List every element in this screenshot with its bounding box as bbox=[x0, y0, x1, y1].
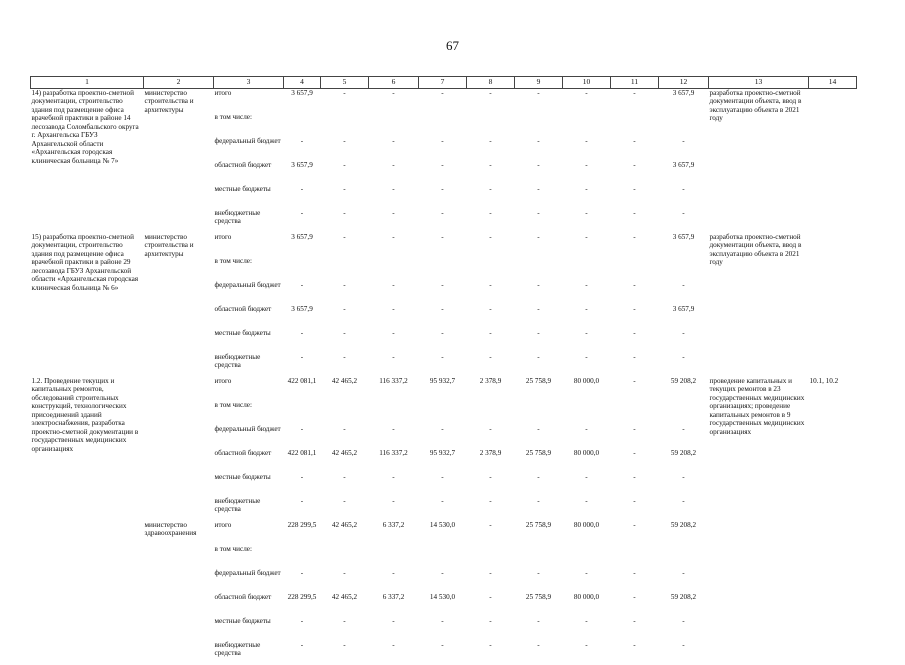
funding-source: внебюджетные средства bbox=[214, 353, 284, 377]
amount-cell bbox=[659, 401, 709, 425]
amount-cell: - bbox=[284, 185, 321, 209]
amount-cell: 6 337,2 bbox=[369, 521, 419, 545]
expected-result bbox=[709, 521, 809, 665]
amount-cell: - bbox=[419, 305, 467, 329]
amount-cell: 3 657,9 bbox=[284, 161, 321, 185]
amount-cell: - bbox=[611, 281, 659, 305]
amount-cell bbox=[563, 257, 611, 281]
amount-cell: 3 657,9 bbox=[659, 233, 709, 257]
amount-cell: - bbox=[284, 473, 321, 497]
amount-cell: - bbox=[321, 641, 369, 665]
amount-cell: - bbox=[515, 617, 563, 641]
funding-source: федеральный бюджет bbox=[214, 137, 284, 161]
amount-cell: - bbox=[611, 617, 659, 641]
column-number: 3 bbox=[214, 77, 284, 89]
amount-cell: - bbox=[611, 449, 659, 473]
amount-cell: - bbox=[321, 473, 369, 497]
budget-row bbox=[31, 89, 857, 114]
expected-result: разработка проектно-сметной документации объекта, ввод в эксплуатацию объекта в 2021 году bbox=[709, 233, 809, 377]
amount-cell: 228 299,5 bbox=[284, 593, 321, 617]
amount-cell: - bbox=[369, 185, 419, 209]
amount-cell: - bbox=[563, 233, 611, 257]
amount-cell: 80 000,0 bbox=[563, 521, 611, 545]
amount-cell: - bbox=[321, 137, 369, 161]
funding-source: местные бюджеты bbox=[214, 329, 284, 353]
amount-cell: - bbox=[659, 353, 709, 377]
amount-cell: - bbox=[321, 281, 369, 305]
amount-cell: - bbox=[467, 185, 515, 209]
executor-name: министерство строительства и архитектуры bbox=[144, 89, 214, 234]
amount-cell: 42 465,2 bbox=[321, 449, 369, 473]
amount-cell: - bbox=[419, 209, 467, 233]
amount-cell bbox=[321, 113, 369, 137]
amount-cell: - bbox=[563, 425, 611, 449]
amount-cell: - bbox=[563, 641, 611, 665]
measure-name bbox=[31, 521, 144, 665]
amount-cell: - bbox=[467, 233, 515, 257]
amount-cell bbox=[611, 257, 659, 281]
amount-cell: - bbox=[321, 305, 369, 329]
table-body bbox=[31, 89, 857, 665]
amount-cell: 2 378,9 bbox=[467, 449, 515, 473]
amount-cell: - bbox=[321, 617, 369, 641]
amount-cell: - bbox=[369, 209, 419, 233]
amount-cell: - bbox=[369, 233, 419, 257]
amount-cell bbox=[284, 257, 321, 281]
executor-name bbox=[144, 377, 214, 521]
amount-cell: - bbox=[515, 209, 563, 233]
amount-cell: - bbox=[284, 281, 321, 305]
column-number: 6 bbox=[369, 77, 419, 89]
amount-cell: - bbox=[321, 425, 369, 449]
amount-cell: 59 208,2 bbox=[659, 377, 709, 401]
amount-cell: - bbox=[515, 473, 563, 497]
amount-cell bbox=[515, 401, 563, 425]
amount-cell: - bbox=[515, 497, 563, 521]
amount-cell: - bbox=[515, 353, 563, 377]
amount-cell: - bbox=[369, 497, 419, 521]
column-number: 11 bbox=[611, 77, 659, 89]
amount-cell: 25 758,9 bbox=[515, 593, 563, 617]
amount-cell: - bbox=[419, 329, 467, 353]
amount-cell bbox=[515, 545, 563, 569]
amount-cell: - bbox=[284, 569, 321, 593]
amount-cell: 80 000,0 bbox=[563, 449, 611, 473]
amount-cell: - bbox=[284, 209, 321, 233]
amount-cell: - bbox=[369, 305, 419, 329]
amount-cell: - bbox=[321, 89, 369, 114]
amount-cell: - bbox=[515, 329, 563, 353]
amount-cell bbox=[563, 401, 611, 425]
amount-cell: - bbox=[515, 641, 563, 665]
amount-cell: 422 081,1 bbox=[284, 377, 321, 401]
amount-cell: - bbox=[659, 617, 709, 641]
amount-cell: - bbox=[611, 305, 659, 329]
column-number: 2 bbox=[144, 77, 214, 89]
amount-cell: - bbox=[467, 497, 515, 521]
amount-cell bbox=[419, 401, 467, 425]
amount-cell bbox=[284, 401, 321, 425]
funding-source: в том числе: bbox=[214, 257, 284, 281]
funding-source: местные бюджеты bbox=[214, 185, 284, 209]
amount-cell bbox=[369, 257, 419, 281]
amount-cell: - bbox=[563, 161, 611, 185]
amount-cell bbox=[563, 113, 611, 137]
amount-cell: 25 758,9 bbox=[515, 449, 563, 473]
amount-cell: - bbox=[563, 185, 611, 209]
column-number: 4 bbox=[284, 77, 321, 89]
amount-cell bbox=[419, 257, 467, 281]
amount-cell: - bbox=[321, 497, 369, 521]
amount-cell: - bbox=[563, 497, 611, 521]
amount-cell: - bbox=[467, 425, 515, 449]
amount-cell: 228 299,5 bbox=[284, 521, 321, 545]
amount-cell bbox=[467, 545, 515, 569]
funding-source: федеральный бюджет bbox=[214, 569, 284, 593]
column-number-row bbox=[31, 77, 857, 89]
amount-cell: - bbox=[467, 281, 515, 305]
amount-cell: - bbox=[467, 641, 515, 665]
amount-cell: - bbox=[515, 233, 563, 257]
amount-cell: - bbox=[467, 329, 515, 353]
amount-cell bbox=[321, 257, 369, 281]
amount-cell: 6 337,2 bbox=[369, 593, 419, 617]
funding-source: итого bbox=[214, 377, 284, 401]
amount-cell: - bbox=[419, 425, 467, 449]
amount-cell bbox=[611, 401, 659, 425]
amount-cell: - bbox=[659, 281, 709, 305]
amount-cell: - bbox=[515, 425, 563, 449]
expected-result: разработка проектно-сметной документации объекта, ввод в эксплуатацию объекта в 2021 году bbox=[709, 89, 809, 234]
amount-cell: - bbox=[659, 185, 709, 209]
amount-cell: 42 465,2 bbox=[321, 377, 369, 401]
funding-source: областной бюджет bbox=[214, 161, 284, 185]
amount-cell: 422 081,1 bbox=[284, 449, 321, 473]
amount-cell: - bbox=[563, 137, 611, 161]
amount-cell: - bbox=[563, 353, 611, 377]
amount-cell bbox=[369, 113, 419, 137]
amount-cell: - bbox=[419, 473, 467, 497]
amount-cell: - bbox=[419, 233, 467, 257]
funding-source: областной бюджет bbox=[214, 305, 284, 329]
amount-cell: 2 378,9 bbox=[467, 377, 515, 401]
amount-cell: - bbox=[284, 137, 321, 161]
amount-cell: - bbox=[419, 161, 467, 185]
amount-cell: - bbox=[419, 617, 467, 641]
amount-cell: - bbox=[611, 209, 659, 233]
amount-cell bbox=[611, 545, 659, 569]
amount-cell: - bbox=[321, 161, 369, 185]
amount-cell: - bbox=[611, 593, 659, 617]
amount-cell: - bbox=[611, 641, 659, 665]
amount-cell: - bbox=[467, 521, 515, 545]
amount-cell: - bbox=[467, 617, 515, 641]
funding-source: внебюджетные средства bbox=[214, 497, 284, 521]
funding-source: в том числе: bbox=[214, 545, 284, 569]
amount-cell: - bbox=[659, 209, 709, 233]
amount-cell: - bbox=[611, 185, 659, 209]
amount-cell bbox=[467, 401, 515, 425]
funding-source: областной бюджет bbox=[214, 449, 284, 473]
executor-name: министерство строительства и архитектуры bbox=[144, 233, 214, 377]
amount-cell: - bbox=[659, 497, 709, 521]
amount-cell bbox=[369, 545, 419, 569]
budget-row bbox=[31, 521, 857, 545]
amount-cell: 59 208,2 bbox=[659, 593, 709, 617]
amount-cell: - bbox=[419, 569, 467, 593]
amount-cell: - bbox=[515, 185, 563, 209]
amount-cell: - bbox=[611, 137, 659, 161]
budget-row bbox=[31, 377, 857, 401]
amount-cell: - bbox=[369, 569, 419, 593]
amount-cell: - bbox=[467, 161, 515, 185]
amount-cell: - bbox=[611, 569, 659, 593]
amount-cell: - bbox=[369, 353, 419, 377]
amount-cell: - bbox=[467, 569, 515, 593]
amount-cell: - bbox=[369, 161, 419, 185]
amount-cell: - bbox=[369, 473, 419, 497]
funding-source: федеральный бюджет bbox=[214, 425, 284, 449]
measure-name: 15) разработка проектно-сметной документации, строительство здания под размещение офиса врачебной практики в районе 29 лесозавода ГБУЗ Архангельской области «Архангельская городская клиническая больница № 6» bbox=[31, 233, 144, 377]
amount-cell: - bbox=[369, 329, 419, 353]
amount-cell bbox=[284, 113, 321, 137]
amount-cell: 95 932,7 bbox=[419, 449, 467, 473]
amount-cell: - bbox=[563, 305, 611, 329]
amount-cell: - bbox=[419, 353, 467, 377]
amount-cell bbox=[369, 401, 419, 425]
amount-cell: - bbox=[419, 497, 467, 521]
amount-cell: - bbox=[284, 353, 321, 377]
amount-cell: - bbox=[369, 617, 419, 641]
amount-cell: - bbox=[659, 641, 709, 665]
funding-source: внебюджетные средства bbox=[214, 641, 284, 665]
amount-cell: - bbox=[611, 377, 659, 401]
amount-cell: - bbox=[611, 425, 659, 449]
amount-cell: - bbox=[515, 89, 563, 114]
indicator-code bbox=[809, 89, 857, 234]
amount-cell: 42 465,2 bbox=[321, 593, 369, 617]
amount-cell: - bbox=[515, 305, 563, 329]
amount-cell: - bbox=[659, 425, 709, 449]
amount-cell: - bbox=[321, 353, 369, 377]
amount-cell bbox=[419, 545, 467, 569]
measure-name: 14) разработка проектно-сметной документации, строительство здания под размещение офиса врачебной практики в районе 14 лесозавода Соломбальского округа г. Архангельска ГБУЗ Архангельской области «Архангельская городская клиническая больница № 7» bbox=[31, 89, 144, 234]
amount-cell: - bbox=[563, 617, 611, 641]
amount-cell: 80 000,0 bbox=[563, 593, 611, 617]
column-number: 5 bbox=[321, 77, 369, 89]
amount-cell: - bbox=[419, 185, 467, 209]
column-number: 1 bbox=[31, 77, 144, 89]
amount-cell: 25 758,9 bbox=[515, 377, 563, 401]
amount-cell bbox=[611, 113, 659, 137]
funding-source: итого bbox=[214, 233, 284, 257]
funding-source: федеральный бюджет bbox=[214, 281, 284, 305]
indicator-code bbox=[809, 521, 857, 665]
amount-cell bbox=[563, 545, 611, 569]
amount-cell: - bbox=[611, 497, 659, 521]
amount-cell: - bbox=[467, 89, 515, 114]
amount-cell: - bbox=[659, 473, 709, 497]
funding-source: местные бюджеты bbox=[214, 617, 284, 641]
amount-cell: 59 208,2 bbox=[659, 521, 709, 545]
amount-cell: - bbox=[284, 497, 321, 521]
amount-cell: - bbox=[515, 281, 563, 305]
amount-cell: 14 530,0 bbox=[419, 593, 467, 617]
amount-cell: - bbox=[284, 617, 321, 641]
amount-cell: - bbox=[321, 569, 369, 593]
column-number: 7 bbox=[419, 77, 467, 89]
amount-cell: - bbox=[284, 641, 321, 665]
amount-cell: 14 530,0 bbox=[419, 521, 467, 545]
amount-cell: 116 337,2 bbox=[369, 449, 419, 473]
program-table bbox=[30, 76, 857, 665]
amount-cell: - bbox=[369, 641, 419, 665]
column-number: 8 bbox=[467, 77, 515, 89]
amount-cell: - bbox=[611, 89, 659, 114]
amount-cell: - bbox=[369, 281, 419, 305]
column-number: 13 bbox=[709, 77, 809, 89]
amount-cell: - bbox=[563, 473, 611, 497]
amount-cell: - bbox=[659, 569, 709, 593]
amount-cell: 59 208,2 bbox=[659, 449, 709, 473]
amount-cell: - bbox=[369, 425, 419, 449]
column-number: 9 bbox=[515, 77, 563, 89]
amount-cell: - bbox=[467, 209, 515, 233]
funding-source: в том числе: bbox=[214, 113, 284, 137]
amount-cell: - bbox=[563, 281, 611, 305]
amount-cell bbox=[659, 545, 709, 569]
amount-cell: 3 657,9 bbox=[284, 89, 321, 114]
funding-source: в том числе: bbox=[214, 401, 284, 425]
amount-cell: - bbox=[467, 305, 515, 329]
column-number: 10 bbox=[563, 77, 611, 89]
amount-cell bbox=[659, 113, 709, 137]
funding-source: областной бюджет bbox=[214, 593, 284, 617]
amount-cell: 95 932,7 bbox=[419, 377, 467, 401]
amount-cell: - bbox=[563, 209, 611, 233]
amount-cell: - bbox=[321, 185, 369, 209]
amount-cell bbox=[659, 257, 709, 281]
amount-cell: 25 758,9 bbox=[515, 521, 563, 545]
amount-cell: 3 657,9 bbox=[659, 161, 709, 185]
amount-cell: - bbox=[284, 425, 321, 449]
funding-source: местные бюджеты bbox=[214, 473, 284, 497]
amount-cell: 42 465,2 bbox=[321, 521, 369, 545]
amount-cell bbox=[515, 113, 563, 137]
amount-cell bbox=[321, 545, 369, 569]
amount-cell: - bbox=[515, 137, 563, 161]
amount-cell bbox=[321, 401, 369, 425]
amount-cell: - bbox=[467, 593, 515, 617]
amount-cell bbox=[515, 257, 563, 281]
amount-cell: - bbox=[321, 233, 369, 257]
column-number: 14 bbox=[809, 77, 857, 89]
amount-cell bbox=[419, 113, 467, 137]
amount-cell: - bbox=[563, 89, 611, 114]
amount-cell: - bbox=[467, 137, 515, 161]
page-number: 67 bbox=[0, 38, 905, 54]
amount-cell: - bbox=[611, 233, 659, 257]
indicator-code bbox=[809, 233, 857, 377]
amount-cell: - bbox=[284, 329, 321, 353]
amount-cell: - bbox=[369, 89, 419, 114]
amount-cell: - bbox=[419, 281, 467, 305]
amount-cell: - bbox=[611, 353, 659, 377]
amount-cell: - bbox=[467, 353, 515, 377]
amount-cell: - bbox=[563, 569, 611, 593]
amount-cell: - bbox=[419, 641, 467, 665]
amount-cell: 3 657,9 bbox=[284, 305, 321, 329]
amount-cell: 116 337,2 bbox=[369, 377, 419, 401]
amount-cell: - bbox=[515, 161, 563, 185]
indicator-code: 10.1, 10.2 bbox=[809, 377, 857, 521]
amount-cell: - bbox=[467, 473, 515, 497]
amount-cell: - bbox=[419, 89, 467, 114]
amount-cell: - bbox=[321, 209, 369, 233]
amount-cell: - bbox=[611, 473, 659, 497]
funding-source: итого bbox=[214, 89, 284, 114]
amount-cell: - bbox=[611, 521, 659, 545]
amount-cell: - bbox=[369, 137, 419, 161]
amount-cell bbox=[284, 545, 321, 569]
amount-cell: - bbox=[659, 137, 709, 161]
amount-cell bbox=[467, 257, 515, 281]
amount-cell: - bbox=[659, 329, 709, 353]
executor-name: министерство здравоохранения bbox=[144, 521, 214, 665]
amount-cell bbox=[467, 113, 515, 137]
budget-row bbox=[31, 233, 857, 257]
measure-name: 1.2. Проведение текущих и капитальных ремонтов, обследований строительных конструкций, технологических присоединений зданий электроснабжения, разработка проектно-сметной документации в государственных медицинских организациях bbox=[31, 377, 144, 521]
amount-cell: 3 657,9 bbox=[284, 233, 321, 257]
amount-cell: - bbox=[321, 329, 369, 353]
funding-source: внебюджетные средства bbox=[214, 209, 284, 233]
amount-cell: 3 657,9 bbox=[659, 89, 709, 114]
amount-cell: 80 000,0 bbox=[563, 377, 611, 401]
amount-cell: - bbox=[563, 329, 611, 353]
amount-cell: - bbox=[611, 329, 659, 353]
amount-cell: - bbox=[611, 161, 659, 185]
column-number: 12 bbox=[659, 77, 709, 89]
amount-cell: 3 657,9 bbox=[659, 305, 709, 329]
funding-source: итого bbox=[214, 521, 284, 545]
expected-result: проведение капитальных и текущих ремонтов в 23 государственных медицинских организациях; проведение капитальных ремонтов в 9 государственных медицинских организациях bbox=[709, 377, 809, 521]
amount-cell: - bbox=[515, 569, 563, 593]
amount-cell: - bbox=[419, 137, 467, 161]
